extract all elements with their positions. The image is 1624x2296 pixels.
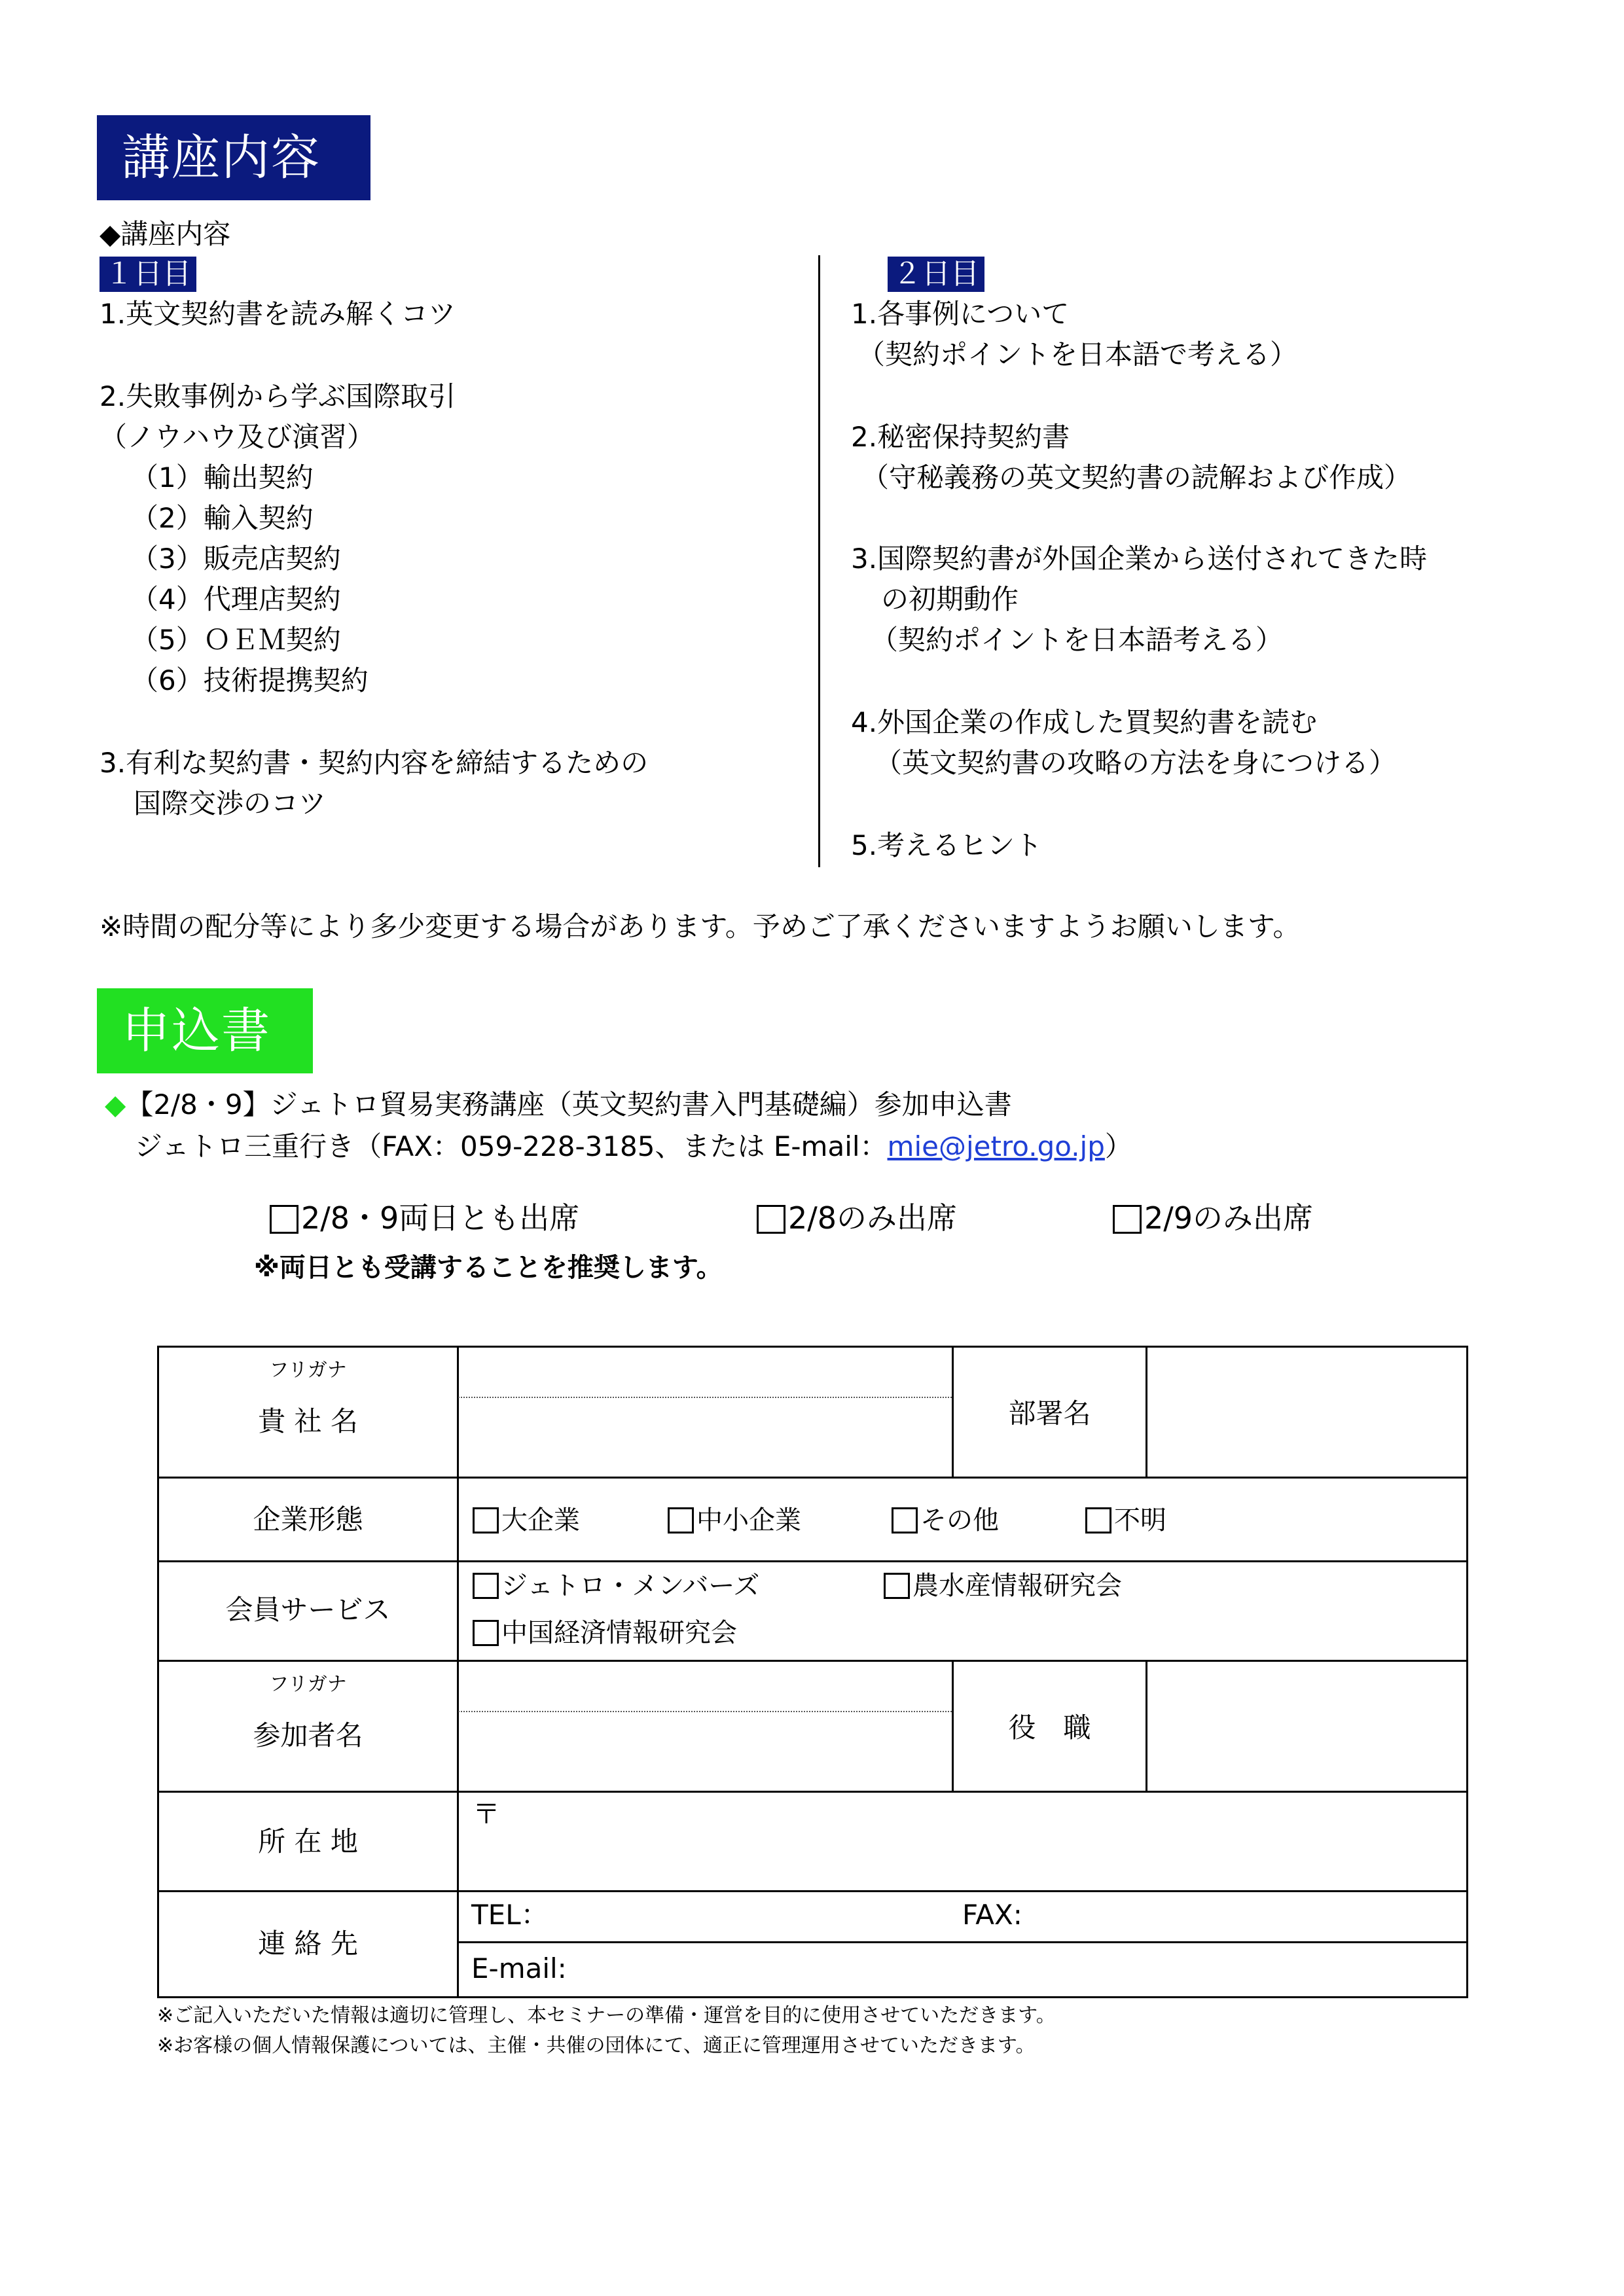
position-label: 役 職 xyxy=(1008,1712,1091,1744)
checkbox-icon[interactable] xyxy=(757,1205,785,1234)
attendance-option-label: 2/8のみ出席 xyxy=(788,1200,958,1236)
table-border xyxy=(157,1996,1468,1998)
company-name-field[interactable] xyxy=(460,1399,950,1475)
company-type-other[interactable] xyxy=(892,1503,999,1538)
day2-label: ２日目 xyxy=(888,257,984,292)
checkbox-icon[interactable] xyxy=(668,1507,694,1534)
company-type-large[interactable] xyxy=(473,1503,580,1538)
postal-mark: 〒 xyxy=(473,1798,501,1830)
member-option-label: ジェトロ・メンバーズ xyxy=(501,1571,760,1601)
day2-item-3-cont: の初期動作 xyxy=(881,583,1019,615)
company-type-option-label: その他 xyxy=(920,1505,999,1535)
position-field[interactable] xyxy=(1148,1662,1465,1789)
checkbox-icon[interactable] xyxy=(1085,1507,1111,1534)
company-furigana-label: フリガナ xyxy=(269,1359,347,1382)
furigana-separator xyxy=(458,1711,952,1712)
destination-prefix: ジェトロ三重行き（FAX：059-228-3185、または E-mail： xyxy=(135,1130,888,1162)
day2-item-4: 4.外国企業の作成した買契約書を読む xyxy=(851,706,1318,738)
checkbox-icon[interactable] xyxy=(473,1507,499,1534)
checkbox-icon[interactable] xyxy=(270,1205,298,1234)
table-border xyxy=(157,1660,1468,1662)
day1-item-2-d: （4）代理店契約 xyxy=(131,583,341,615)
day1-item-3: 3.有利な契約書・契約内容を締結するための xyxy=(99,747,649,779)
day1-item-2-sub: （ノウハウ及び演習） xyxy=(99,421,375,453)
day1-item-2-b: （2）輸入契約 xyxy=(131,502,314,534)
email-link[interactable]: mie@jetro.go.jp xyxy=(887,1130,1105,1162)
department-field[interactable] xyxy=(1148,1348,1465,1475)
footnote-1: ※ご記入いただいた情報は適切に管理し、本セミナーの準備・運営を目的に使用させていただきます。 xyxy=(157,2004,1056,2027)
day2-item-2-sub: （守秘義務の英文契約書の読解および作成） xyxy=(861,461,1412,493)
address-field[interactable] xyxy=(460,1793,1465,1889)
department-label: 部署名 xyxy=(1008,1397,1091,1429)
attendance-option-day1[interactable] xyxy=(757,1198,957,1238)
member-jetro-members[interactable] xyxy=(473,1568,759,1604)
day1-item-2-a: （1）輸出契約 xyxy=(131,461,314,493)
destination-suffix: ） xyxy=(1104,1130,1132,1162)
fax-label: FAX: xyxy=(962,1899,1022,1931)
day1-item-3-cont: 国際交渉のコツ xyxy=(134,787,327,819)
table-border xyxy=(157,1890,1468,1892)
day2-item-5: 5.考えるヒント xyxy=(851,829,1043,861)
course-heading: 講座内容 xyxy=(97,115,370,200)
address-label: 所 在 地 xyxy=(258,1825,358,1857)
checkbox-icon[interactable] xyxy=(892,1507,918,1534)
table-border xyxy=(457,1941,1468,1943)
application-heading: 申込書 xyxy=(97,988,313,1073)
participant-name-label: 参加者名 xyxy=(253,1719,363,1751)
recommend-note: ※両日とも受講することを推奨します。 xyxy=(254,1253,723,1283)
member-option-label: 農水産情報研究会 xyxy=(912,1571,1122,1601)
furigana-separator xyxy=(458,1397,952,1398)
table-border xyxy=(1146,1346,1147,1479)
attendance-option-both[interactable] xyxy=(270,1198,579,1238)
member-service-label: 会員サービス xyxy=(225,1594,391,1626)
company-furigana-field[interactable] xyxy=(460,1348,950,1395)
table-border xyxy=(1466,1346,1468,1998)
table-border xyxy=(157,1477,1468,1479)
table-border xyxy=(157,1346,1468,1348)
table-border xyxy=(1146,1660,1147,1793)
application-destination xyxy=(135,1128,1132,1165)
day1-item-2-c: （3）販売店契約 xyxy=(131,543,341,575)
company-name-label: 貴 社 名 xyxy=(258,1405,358,1437)
day2-item-1: 1.各事例について xyxy=(851,298,1070,330)
table-border xyxy=(157,1560,1468,1562)
attendance-option-label: 2/8・9両日とも出席 xyxy=(301,1200,580,1236)
company-type-sme[interactable] xyxy=(668,1503,801,1538)
tel-field[interactable] xyxy=(563,1893,943,1940)
day1-item-1: 1.英文契約書を読み解くコツ xyxy=(99,298,456,330)
diamond-bullet-icon: ◆ xyxy=(105,1088,126,1121)
attendance-option-day2[interactable] xyxy=(1113,1198,1313,1238)
email-field[interactable] xyxy=(576,1944,1464,1994)
company-type-option-label: 大企業 xyxy=(501,1505,580,1535)
tel-label: TEL： xyxy=(471,1899,549,1931)
day2-item-4-sub: （英文契約書の攻略の方法を身につける） xyxy=(875,747,1397,779)
member-option-label: 中国経済情報研究会 xyxy=(501,1618,737,1648)
course-subheading: ◆講座内容 xyxy=(99,218,231,250)
email-label: E-mail: xyxy=(471,1952,567,1984)
table-border xyxy=(457,1346,459,1998)
day2-item-3: 3.国際契約書が外国企業から送付されてきた時 xyxy=(851,543,1428,575)
participant-name-field[interactable] xyxy=(460,1713,950,1789)
day1-label: １日目 xyxy=(99,257,196,292)
course-note: ※時間の配分等により多少変更する場合があります。予めご了承くださいますようお願いします。 xyxy=(99,910,1301,942)
fax-field[interactable] xyxy=(1034,1893,1464,1940)
day2-item-3-sub: （契約ポイントを日本語考える） xyxy=(871,624,1284,656)
participant-furigana-label: フリガナ xyxy=(269,1673,347,1696)
member-agri-research[interactable] xyxy=(884,1568,1122,1604)
day1-item-2-f: （6）技術提携契約 xyxy=(131,664,369,696)
checkbox-icon[interactable] xyxy=(473,1573,499,1599)
day2-item-2: 2.秘密保持契約書 xyxy=(851,421,1070,453)
application-title: 【2/8・9】ジェトロ貿易実務講座（英文契約書入門基礎編）参加申込書 xyxy=(126,1088,1012,1121)
company-type-label: 企業形態 xyxy=(253,1503,363,1535)
checkbox-icon[interactable] xyxy=(884,1573,910,1599)
attendance-option-label: 2/9のみ出席 xyxy=(1144,1200,1314,1236)
day2-item-1-sub: （契約ポイントを日本語で考える） xyxy=(857,338,1298,370)
company-type-unknown[interactable] xyxy=(1085,1503,1166,1538)
day1-item-2-e: （5）ＯＥＭ契約 xyxy=(131,624,341,656)
table-border xyxy=(157,1791,1468,1793)
footnote-2: ※お客様の個人情報保護については、主催・共催の団体にて、適正に管理運用させていただきます。 xyxy=(157,2034,1036,2057)
column-divider xyxy=(818,255,820,867)
contact-label: 連 絡 先 xyxy=(258,1928,358,1960)
day1-item-2: 2.失敗事例から学ぶ国際取引 xyxy=(99,380,456,412)
company-type-option-label: 不明 xyxy=(1114,1505,1166,1535)
participant-furigana-field[interactable] xyxy=(460,1662,950,1710)
checkbox-icon[interactable] xyxy=(1113,1205,1142,1234)
checkbox-icon[interactable] xyxy=(473,1620,499,1646)
company-type-option-label: 中小企業 xyxy=(696,1505,801,1535)
application-title-line xyxy=(105,1086,1012,1123)
member-china-research[interactable] xyxy=(473,1615,737,1651)
